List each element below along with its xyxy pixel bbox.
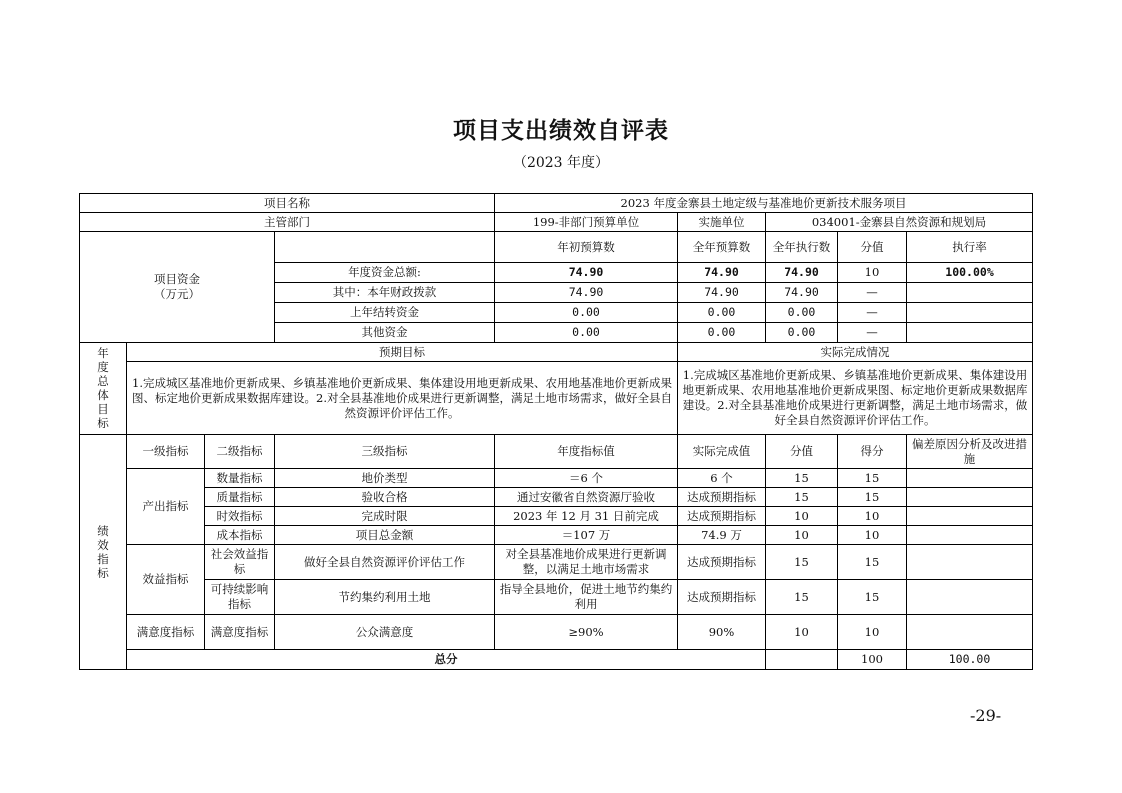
goals-header-row	[80, 343, 1033, 362]
indicator-target: ＝107 万	[495, 526, 678, 545]
funds-executed: 74.90	[766, 263, 838, 283]
indicator-level3: 验收合格	[275, 488, 495, 507]
indicator-deviation	[907, 615, 1033, 650]
header-score-value: 分值	[766, 435, 838, 469]
indicator-deviation	[907, 488, 1033, 507]
indicator-target: 通过安徽省自然资源厅验收	[495, 488, 678, 507]
goals-content-row	[80, 362, 1033, 435]
funds-rate	[907, 323, 1033, 343]
indicator-level2: 可持续影响指标	[205, 580, 275, 615]
funds-rate: 100.00%	[907, 263, 1033, 283]
indicator-score: 15	[838, 545, 907, 580]
indicator-level2: 数量指标	[205, 469, 275, 488]
indicators-header-row	[80, 435, 1033, 469]
indicator-actual: 74.9 万	[678, 526, 766, 545]
indicator-score-value: 15	[766, 580, 838, 615]
funds-label: 项目资金 （万元）	[80, 232, 275, 343]
funds-row-label: 上年结转资金	[275, 303, 495, 323]
indicator-level3: 做好全县自然资源评价评估工作	[275, 545, 495, 580]
indicator-actual: 达成预期指标	[678, 545, 766, 580]
indicator-actual: 90%	[678, 615, 766, 650]
funds-header-executed: 全年执行数	[766, 232, 838, 263]
funds-header-blank	[275, 232, 495, 263]
indicator-target: 对全县基准地价成果进行更新调整，以满足土地市场需求	[495, 545, 678, 580]
indicator-row	[80, 469, 1033, 488]
indicator-target: ≥90%	[495, 615, 678, 650]
funds-score-value: —	[838, 283, 907, 303]
project-name-label: 项目名称	[80, 194, 495, 213]
funds-score-value: —	[838, 303, 907, 323]
total-score-value: 100	[838, 650, 907, 670]
indicator-score-value: 10	[766, 526, 838, 545]
indicator-level2: 社会效益指标	[205, 545, 275, 580]
indicator-row	[80, 615, 1033, 650]
implementing-unit-label: 实施单位	[678, 213, 766, 232]
indicator-deviation	[907, 507, 1033, 526]
total-row	[80, 650, 1033, 670]
indicator-level2: 满意度指标	[205, 615, 275, 650]
funds-executed: 0.00	[766, 303, 838, 323]
funds-rate	[907, 283, 1033, 303]
header-level2: 二级指标	[205, 435, 275, 469]
page-number: -29-	[970, 706, 1002, 725]
funds-executed: 74.90	[766, 283, 838, 303]
indicator-actual: 达成预期指标	[678, 507, 766, 526]
header-actual: 实际完成值	[678, 435, 766, 469]
indicator-row	[80, 526, 1033, 545]
funds-row-label: 其中：本年财政拨款	[275, 283, 495, 303]
indicator-score-value: 15	[766, 469, 838, 488]
funds-annual: 74.90	[678, 263, 766, 283]
indicator-level3: 节约集约利用土地	[275, 580, 495, 615]
indicator-row	[80, 488, 1033, 507]
funds-header-initial: 年初预算数	[495, 232, 678, 263]
indicator-row	[80, 580, 1033, 615]
indicator-level3: 完成时限	[275, 507, 495, 526]
actual-result-text: 1.完成城区基准地价更新成果、乡镇基准地价更新成果、集体建设用地更新成果、农用地基准地价更新成果图、标定地价更新成果数据库建设。2.对全县基准地价成果进行更新调整，满足土地市场需求，做好全县自然资源评价评估工作。	[678, 362, 1033, 435]
funds-rate	[907, 303, 1033, 323]
benefit-indicator-label: 效益指标	[127, 545, 205, 615]
indicator-score-value: 10	[766, 507, 838, 526]
indicator-level3: 项目总金额	[275, 526, 495, 545]
header-deviation: 偏差原因分析及改进措施	[907, 435, 1033, 469]
indicator-row	[80, 545, 1033, 580]
indicator-deviation	[907, 469, 1033, 488]
indicator-score: 10	[838, 526, 907, 545]
header-score: 得分	[838, 435, 907, 469]
indicator-actual: 6 个	[678, 469, 766, 488]
funds-header-score-value: 分值	[838, 232, 907, 263]
indicator-deviation	[907, 526, 1033, 545]
total-score: 100.00	[907, 650, 1033, 670]
header-level3: 三级指标	[275, 435, 495, 469]
indicator-actual: 达成预期指标	[678, 488, 766, 507]
indicator-level3: 公众满意度	[275, 615, 495, 650]
actual-result-header: 实际完成情况	[678, 343, 1033, 362]
funds-header-rate: 执行率	[907, 232, 1033, 263]
project-name-row	[80, 194, 1033, 213]
expected-goal-text: 1.完成城区基准地价更新成果、乡镇基准地价更新成果、集体建设用地更新成果、农用地基准地价更新成果图、标定地价更新成果数据库建设。2.对全县基准地价成果进行更新调整，满足土地市场需求，做好全县自然资源评价评估工作。	[127, 362, 678, 435]
funds-initial: 74.90	[495, 263, 678, 283]
indicator-score: 10	[838, 615, 907, 650]
funds-initial: 0.00	[495, 303, 678, 323]
funds-score-value: —	[838, 323, 907, 343]
indicators-label: 绩效指标	[80, 435, 127, 670]
indicator-score: 15	[838, 488, 907, 507]
header-target: 年度指标值	[495, 435, 678, 469]
funds-initial: 74.90	[495, 283, 678, 303]
indicator-target: 指导全县地价，促进土地节约集约利用	[495, 580, 678, 615]
evaluation-table	[79, 193, 1033, 670]
funds-score-value: 10	[838, 263, 907, 283]
implementing-unit-value: 034001-金寨县自然资源和规划局	[766, 213, 1033, 232]
indicator-level2: 质量指标	[205, 488, 275, 507]
indicator-deviation	[907, 545, 1033, 580]
year-label: （2023 年度）	[512, 155, 610, 171]
funds-header-row	[80, 232, 1033, 263]
output-indicator-label: 产出指标	[127, 469, 205, 545]
expected-goal-header: 预期目标	[127, 343, 678, 362]
indicator-score: 15	[838, 469, 907, 488]
department-label: 主管部门	[80, 213, 495, 232]
page-title: 项目支出绩效自评表	[453, 117, 669, 144]
funds-header-annual: 全年预算数	[678, 232, 766, 263]
indicator-score: 10	[838, 507, 907, 526]
department-value: 199-非部门预算单位	[495, 213, 678, 232]
indicator-score: 15	[838, 580, 907, 615]
funds-row-label: 年度资金总额:	[275, 263, 495, 283]
indicator-target: ＝6 个	[495, 469, 678, 488]
indicator-actual: 达成预期指标	[678, 580, 766, 615]
indicator-deviation	[907, 580, 1033, 615]
indicator-score-value: 15	[766, 545, 838, 580]
funds-annual: 0.00	[678, 303, 766, 323]
funds-annual: 74.90	[678, 283, 766, 303]
project-name-value: 2023 年度金寨县土地定级与基准地价更新技术服务项目	[495, 194, 1033, 213]
indicator-level2: 时效指标	[205, 507, 275, 526]
satisfaction-indicator-label: 满意度指标	[127, 615, 205, 650]
total-blank	[766, 650, 838, 670]
indicator-score-value: 15	[766, 488, 838, 507]
goals-label: 年度总体目标	[80, 343, 127, 435]
funds-row-label: 其他资金	[275, 323, 495, 343]
indicator-level3: 地价类型	[275, 469, 495, 488]
funds-initial: 0.00	[495, 323, 678, 343]
indicator-level2: 成本指标	[205, 526, 275, 545]
indicator-row	[80, 507, 1033, 526]
department-row	[80, 213, 1033, 232]
total-label: 总分	[127, 650, 766, 670]
funds-executed: 0.00	[766, 323, 838, 343]
indicator-target: 2023 年 12 月 31 日前完成	[495, 507, 678, 526]
header-level1: 一级指标	[127, 435, 205, 469]
indicator-score-value: 10	[766, 615, 838, 650]
funds-annual: 0.00	[678, 323, 766, 343]
